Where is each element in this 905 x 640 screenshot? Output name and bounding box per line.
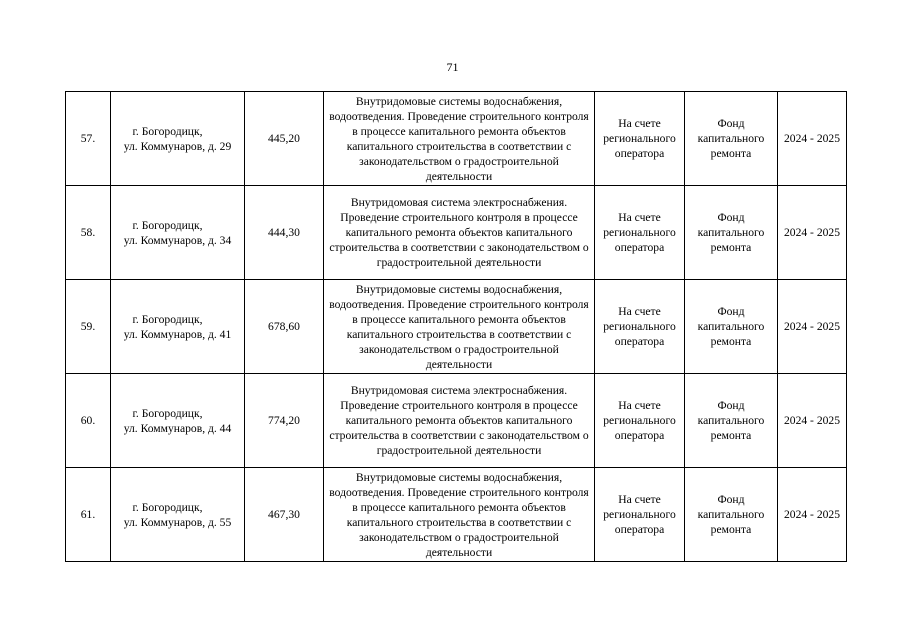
fund-cell: Фонд капитального ремонта (685, 468, 778, 562)
account-cell: На счете регионального оператора (595, 186, 685, 280)
address-cell (111, 374, 245, 468)
address-cell (111, 280, 245, 374)
address-street: ул. Коммунаров, д. 29 (123, 139, 232, 153)
work-description-cell: Внутридомовая система электроснабжения. Проведение строительного контроля в процессе капитального ремонта объектов капитального строительства в соответствии с законодательством о градостроительной деятельности (324, 186, 595, 280)
row-number: 61. (66, 468, 111, 562)
table-row (66, 374, 847, 468)
work-description-cell: Внутридомовые системы водоснабжения, водоотведения. Проведение строительного контроля в процессе капитального ремонта объектов капитального строительства в соответствии с законодательством о градостроительной деятельности (324, 468, 595, 562)
table-row (66, 186, 847, 280)
account-cell: На счете регионального оператора (595, 468, 685, 562)
address-cell (111, 186, 245, 280)
address-city: г. Богородицк, (132, 500, 203, 514)
area-cell: 774,20 (245, 374, 324, 468)
address-city: г. Богородицк, (132, 406, 203, 420)
account-cell: На счете регионального оператора (595, 374, 685, 468)
account-cell: На счете регионального оператора (595, 280, 685, 374)
address-street: ул. Коммунаров, д. 55 (123, 515, 232, 529)
period-cell: 2024 - 2025 (778, 374, 847, 468)
work-description-cell: Внутридомовая система электроснабжения. Проведение строительного контроля в процессе капитального ремонта объектов капитального строительства в соответствии с законодательством о градостроительной деятельности (324, 374, 595, 468)
table-row (66, 468, 847, 562)
address-cell (111, 92, 245, 186)
row-number: 58. (66, 186, 111, 280)
row-number: 60. (66, 374, 111, 468)
period-cell: 2024 - 2025 (778, 92, 847, 186)
fund-cell: Фонд капитального ремонта (685, 186, 778, 280)
row-number: 57. (66, 92, 111, 186)
fund-cell: Фонд капитального ремонта (685, 280, 778, 374)
address-cell (111, 468, 245, 562)
area-cell: 678,60 (245, 280, 324, 374)
work-description-cell: Внутридомовые системы водоснабжения, водоотведения. Проведение строительного контроля в процессе капитального ремонта объектов капитального строительства в соответствии с законодательством о градостроительной деятельности (324, 92, 595, 186)
work-description-cell: Внутридомовые системы водоснабжения, водоотведения. Проведение строительного контроля в процессе капитального ремонта объектов капитального строительства в соответствии с законодательством о градостроительной деятельности (324, 280, 595, 374)
account-cell: На счете регионального оператора (595, 92, 685, 186)
period-cell: 2024 - 2025 (778, 280, 847, 374)
address-city: г. Богородицк, (132, 312, 203, 326)
table-row (66, 280, 847, 374)
period-cell: 2024 - 2025 (778, 186, 847, 280)
page-number: 71 (446, 60, 459, 74)
area-cell: 444,30 (245, 186, 324, 280)
fund-cell: Фонд капитального ремонта (685, 374, 778, 468)
repair-plan-table (65, 91, 847, 562)
address-street: ул. Коммунаров, д. 44 (123, 421, 232, 435)
address-street: ул. Коммунаров, д. 41 (123, 327, 232, 341)
address-city: г. Богородицк, (132, 124, 203, 138)
area-cell: 467,30 (245, 468, 324, 562)
address-street: ул. Коммунаров, д. 34 (123, 233, 232, 247)
fund-cell: Фонд капитального ремонта (685, 92, 778, 186)
area-cell: 445,20 (245, 92, 324, 186)
table-row (66, 92, 847, 186)
row-number: 59. (66, 280, 111, 374)
period-cell: 2024 - 2025 (778, 468, 847, 562)
address-city: г. Богородицк, (132, 218, 203, 232)
